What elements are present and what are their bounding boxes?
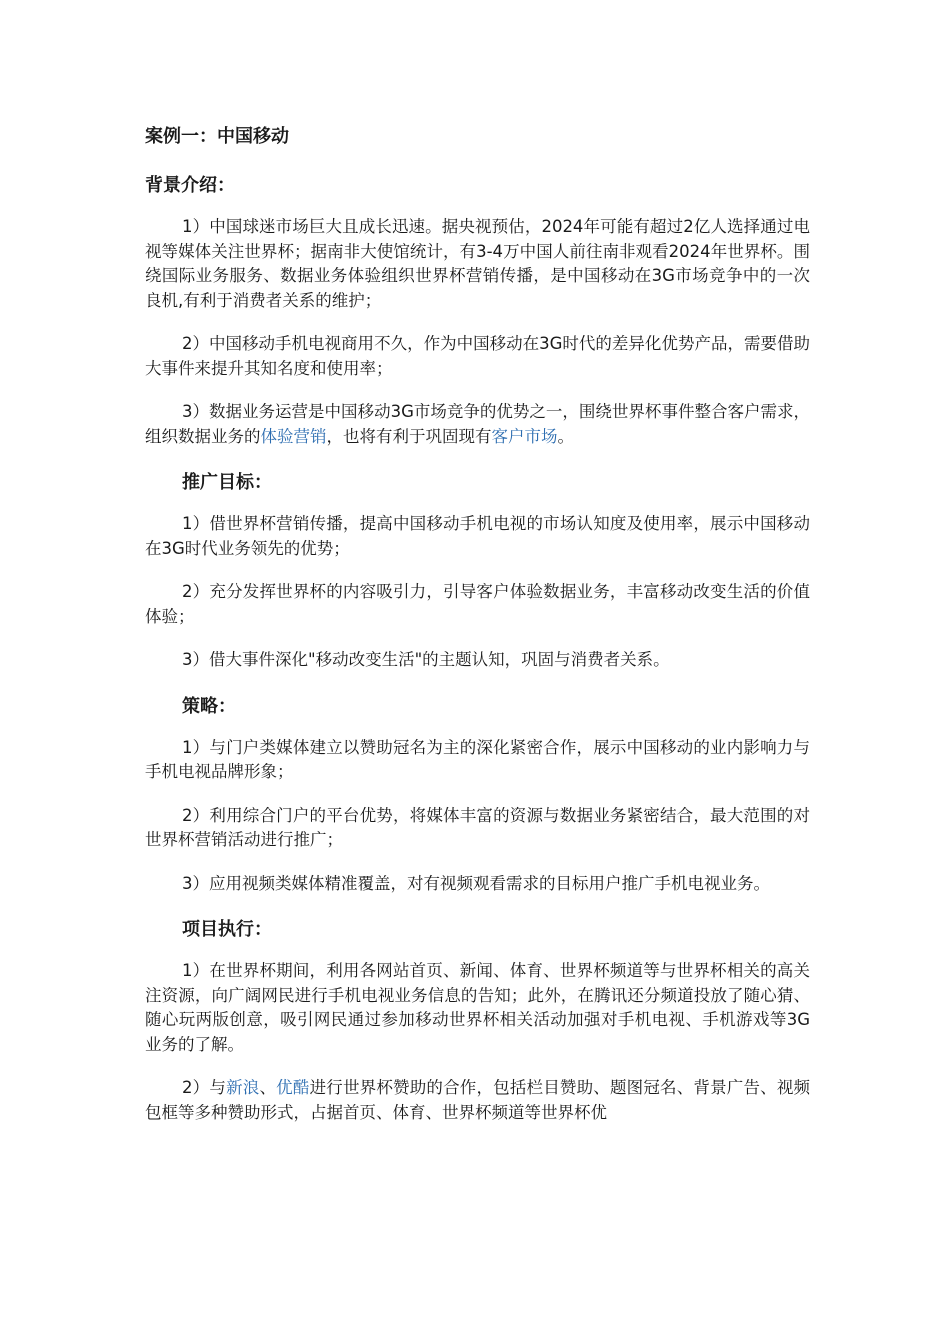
execution-paragraph-2 [145, 1076, 810, 1125]
execution-paragraph-1: 1）在世界杯期间，利用各网站首页、新闻、体育、世界杯频道等与世界杯相关的高关注资源，向广阔网民进行手机电视业务信息的告知；此外，在腾讯还分频道投放了随心猜、随心玩两版创意，吸引网民通过参加移动世界杯相关活动加强对手机电视、手机游戏等3G业务的了解。 [145, 961, 810, 1054]
text-span: 2）与 [182, 1078, 227, 1097]
strategy-heading: 策略： [182, 695, 236, 717]
customer-market-link[interactable]: 客户市场 [491, 426, 558, 446]
text-span: 、 [259, 1078, 277, 1097]
goals-heading: 推广目标： [182, 472, 272, 493]
background-paragraph-1: 1）中国球迷市场巨大且成长迅速。据央视预估，2024年可能有超过2亿人选择通过电视等媒体关注世界杯；据南非大使馆统计，有3-4万中国人前往南非观看2024年世界杯。围绕国际业务服务、数据业务体验组织世界杯营销传播，是中国移动在3G市场竞争中的一次良机,有利于消费者关系的维护； [145, 217, 810, 310]
document-page [145, 122, 810, 1144]
sina-link[interactable]: 新浪 [226, 1078, 260, 1097]
execution-heading: 项目执行： [182, 919, 272, 940]
background-heading: 背景介绍： [145, 175, 235, 196]
text-span: ，也将有利于巩固现有 [326, 426, 492, 446]
strategy-paragraph-3: 3）应用视频类媒体精准覆盖，对有视频观看需求的目标用户推广手机电视业务。 [182, 873, 770, 893]
goals-paragraph-1: 1）借世界杯营销传播，提高中国移动手机电视的市场认知度及使用率，展示中国移动在3G时代业务领先的优势； [145, 514, 810, 558]
strategy-paragraph-1: 1）与门户类媒体建立以赞助冠名为主的深化紧密合作，展示中国移动的业内影响力与手机电视品牌形象； [145, 737, 810, 781]
youku-link[interactable]: 优酷 [276, 1078, 310, 1097]
goals-paragraph-2: 2）充分发挥世界杯的内容吸引力，引导客户体验数据业务，丰富移动改变生活的价值体验； [145, 582, 810, 626]
text-span: 。 [557, 426, 574, 446]
goals-paragraph-3: 3）借大事件深化"移动改变生活"的主题认知，巩固与消费者关系。 [182, 650, 670, 669]
document-title: 案例一：中国移动 [145, 126, 289, 147]
background-paragraph-2: 2）中国移动手机电视商用不久，作为中国移动在3G时代的差异化优势产品，需要借助大事件来提升其知名度和使用率； [145, 334, 810, 378]
text-span: 3）数据业务运营是中国移动3G市场竞争的优势之一，围绕世界杯事件整合客户需求，组织数据业务的 [145, 402, 810, 446]
text-span: 进行世界杯赞助的合作，包括栏目赞助、题图冠名、背景广告、视频包框等多种赞助形式，占据首页、体育、世界杯频道等世界杯优 [145, 1078, 811, 1122]
strategy-paragraph-2: 2）利用综合门户的平台优势，将媒体丰富的资源与数据业务紧密结合，最大范围的对世界杯营销活动进行推广； [145, 805, 810, 849]
experience-marketing-link[interactable]: 体验营销 [260, 426, 327, 446]
background-paragraph-3 [145, 400, 810, 449]
